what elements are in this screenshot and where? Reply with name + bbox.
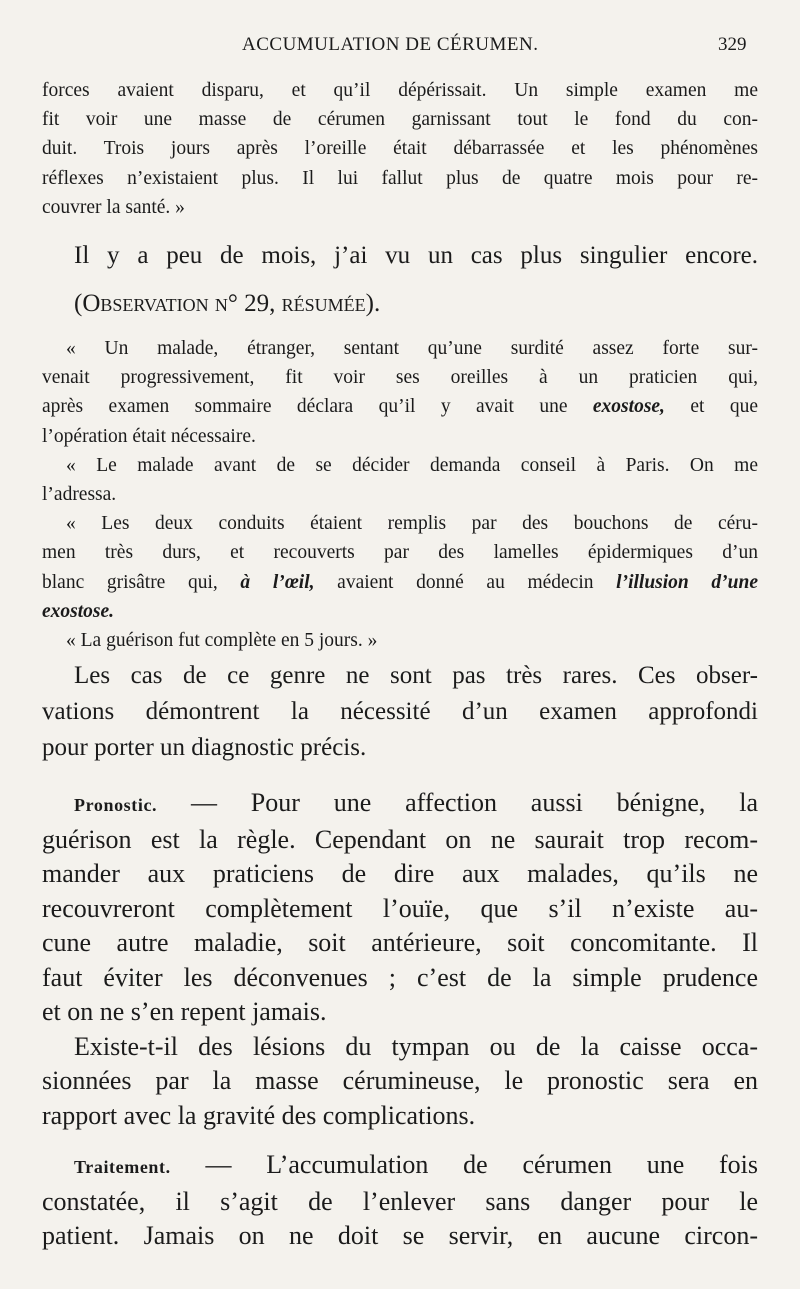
text-line: Traitement. — L’accumulation de cérumen une fois [74, 1150, 758, 1179]
text-line: vations démontrent la nécessité d’un examen approfondi [42, 698, 758, 725]
text-line: réflexes n’existaient plus. Il lui fallut plus de quatre mois pour re- [42, 167, 758, 189]
text-line: men très durs, et recouverts par des lamelles épidermiques d’un [42, 542, 758, 564]
section-heading-traitement: Traitement. [74, 1157, 171, 1177]
quoted-observation-continuation [42, 76, 758, 222]
text-line: mander aux praticiens de dire aux malades, qu’ils ne [42, 859, 758, 888]
text-line: couvrer la santé. » [42, 196, 185, 218]
text-line: cune autre maladie, soit antérieure, soit concomitante. Il [42, 928, 758, 957]
text-line: l’opération était nécessaire. [42, 425, 256, 447]
italic-term: exostose, [592, 396, 665, 418]
commentary-paragraph [42, 658, 758, 766]
text-line: faut éviter les déconvenues ; c’est de la simple prudence [42, 962, 758, 992]
text-line: constatée, il s’agit de l’enlever sans danger pour le [42, 1186, 758, 1216]
text-line: patient. Jamais on ne doit se servir, en aucune circon- [42, 1221, 758, 1250]
observation-title: (Observation n° 29, résumée). [74, 290, 381, 317]
text-line: rapport avec la gravité des complications. [42, 1100, 476, 1130]
text-line: venait progressivement, fit voir ses oreilles à un praticien qui, [42, 367, 758, 389]
text-line: « La guérison fut complète en 5 jours. » [66, 630, 378, 652]
section-heading-pronostic: Pronostic. [74, 795, 158, 815]
text-line: et on ne s’en repent jamais. [42, 997, 327, 1026]
text-line: pour porter un diagnostic précis. [42, 734, 367, 761]
observation-29 [42, 334, 758, 655]
traitement-section [42, 1148, 758, 1254]
text-line: fit voir une masse de cérumen garnissant tout le fond du con- [42, 109, 758, 131]
text-line: « Les deux conduits étaient remplis par des bouchons de céru- [66, 513, 758, 535]
text-line: sionnées par la masse cérumineuse, le pronostic sera en [42, 1066, 758, 1095]
observation-reference [74, 286, 758, 322]
text-line: recouvreront complètement l’ouïe, que s’il n’existe au- [42, 893, 758, 923]
text-line: « Le malade avant de se décider demanda conseil à Paris. On me [66, 454, 758, 476]
text-line: exostose. [42, 600, 115, 622]
page-number: 329 [718, 34, 747, 55]
page-header [0, 34, 800, 60]
text-line: guérison est la règle. Cependant on ne saurait trop recom- [42, 824, 758, 854]
running-title: ACCUMULATION DE CÉRUMEN. [242, 34, 539, 55]
text-line: duit. Trois jours après l’oreille était débarrassée et les phénomènes [42, 138, 758, 160]
intro-paragraph [74, 238, 758, 274]
text-line: blanc grisâtre qui, à l’œil, avaient donné au médecin l’illusion d’une [42, 571, 758, 593]
text-line: Pronostic. — Pour une affection aussi bénigne, la [74, 788, 758, 817]
text-line: « Un malade, étranger, sentant qu’une surdité assez forte sur- [66, 338, 758, 359]
italic-term: l’illusion d’une [616, 571, 758, 593]
pronostic-section [42, 786, 758, 1133]
text-line: Les cas de ce genre ne sont pas très rares. Ces obser- [74, 662, 758, 689]
text-line: forces avaient disparu, et qu’il dépérissait. Un simple examen me [42, 80, 758, 101]
text-line: Il y a peu de mois, j’ai vu un cas plus singulier encore. [74, 242, 758, 269]
text-line: Existe-t-il des lésions du tympan ou de la caisse occa- [74, 1031, 758, 1061]
italic-term: à l’œil, [240, 571, 315, 593]
text-line: après examen sommaire déclara qu’il y avait une exostose, et que [42, 396, 758, 418]
text-line: l’adressa. [42, 484, 117, 506]
